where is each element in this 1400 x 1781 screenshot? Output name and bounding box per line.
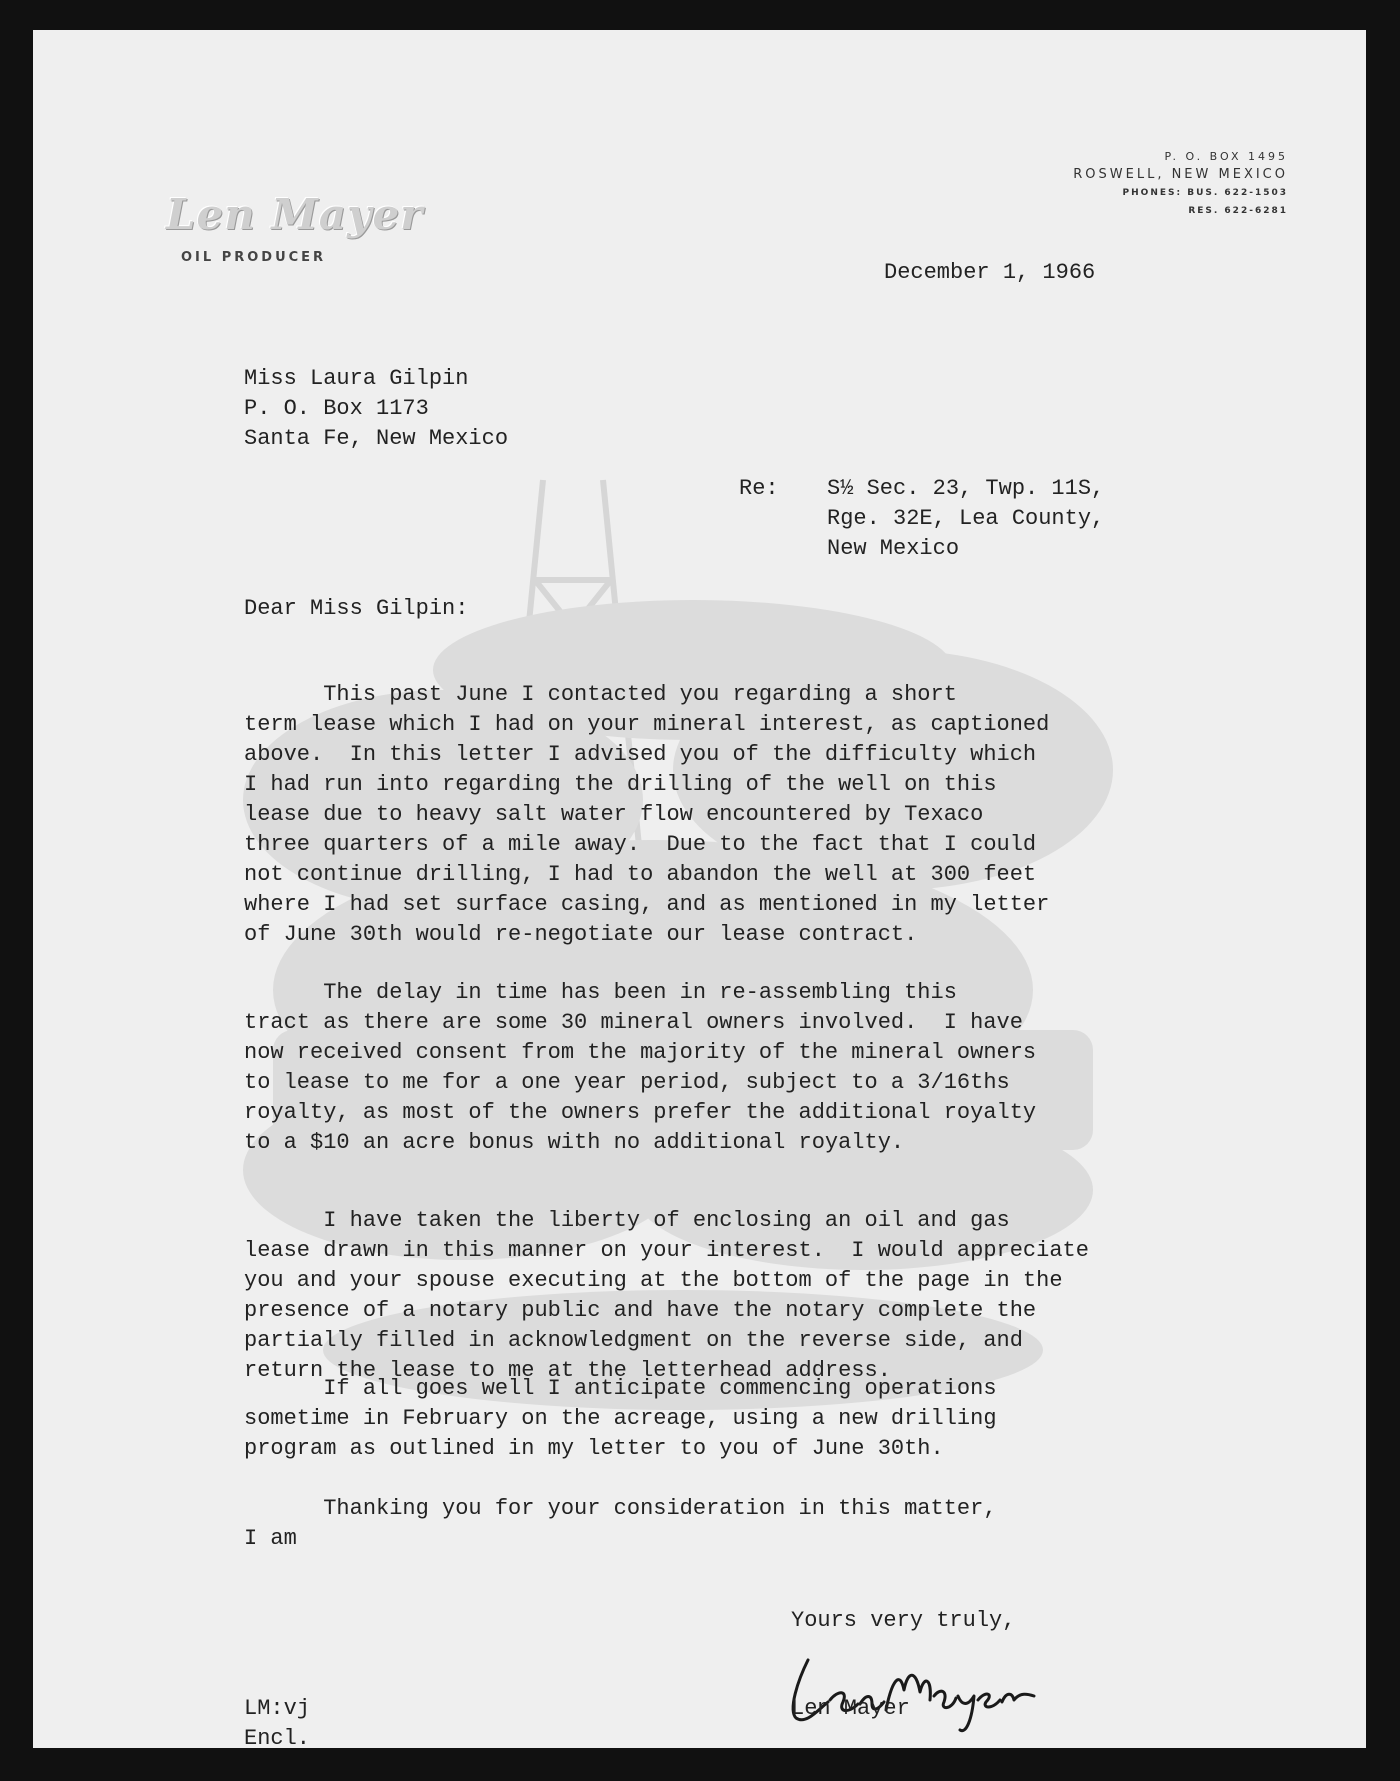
re-subject [827, 474, 1104, 564]
body-line: above. In this letter I advised you of the difficulty which [244, 742, 1037, 767]
letterhead-phone-bus: PHONES: BUS. 622-1503 [1122, 188, 1288, 198]
body-line: sometime in February on the acreage, using a new drilling [244, 1406, 997, 1431]
body-line: I am [244, 1526, 297, 1551]
letter-date: December 1, 1966 [884, 260, 1096, 285]
re-label: Re: [739, 476, 779, 501]
body-line: not continue drilling, I had to abandon the well at 300 feet [244, 862, 1037, 887]
body-line: Thanking you for your consideration in this matter, [244, 1496, 997, 1521]
signer-name: Len Mayer [791, 1696, 910, 1721]
body-paragraph-3 [244, 1206, 1244, 1386]
recipient-address-line-2: Santa Fe, New Mexico [244, 426, 509, 451]
body-line: lease drawn in this manner on your interest. I would appreciate [244, 1238, 1089, 1263]
body-paragraph-1 [244, 680, 1244, 950]
letterhead-city: ROSWELL, NEW MEXICO [1073, 167, 1288, 182]
body-line: presence of a notary public and have the notary complete the [244, 1298, 1037, 1323]
body-line: I have taken the liberty of enclosing an oil and gas [244, 1208, 1010, 1233]
letterhead-phone-res: RES. 622-6281 [1188, 206, 1288, 216]
body-paragraph-2 [244, 978, 1244, 1158]
enclosure-note: Encl. [244, 1726, 311, 1748]
salutation: Dear Miss Gilpin: [244, 596, 469, 621]
letterhead-contact [1073, 148, 1288, 220]
body-line: tract as there are some 30 mineral owners involved. I have [244, 1010, 1023, 1035]
body-line: This past June I contacted you regarding a short [244, 682, 957, 707]
recipient-address-line-1: P. O. Box 1173 [244, 396, 429, 421]
body-line: return the lease to me at the letterhead address. [244, 1358, 891, 1383]
re-line-3: New Mexico [827, 536, 960, 561]
body-line: lease due to heavy salt water flow encountered by Texaco [244, 802, 984, 827]
body-line: you and your spouse executing at the bottom of the page in the [244, 1268, 1063, 1293]
complimentary-close: Yours very truly, [791, 1608, 1016, 1633]
letterhead-po-box: P. O. BOX 1495 [1164, 150, 1288, 163]
letterhead-logo: Len Mayer [166, 190, 424, 239]
re-line-1: S½ Sec. 23, Twp. 11S, [827, 476, 1105, 501]
recipient-address [244, 364, 508, 454]
body-line: three quarters of a mile away. Due to the fact that I could [244, 832, 1037, 857]
re-line-2: Rge. 32E, Lea County, [827, 506, 1105, 531]
body-line: to lease to me for a one year period, subject to a 3/16ths [244, 1070, 1010, 1095]
body-line: now received consent from the majority of the mineral owners [244, 1040, 1037, 1065]
body-line: I had run into regarding the drilling of the well on this [244, 772, 997, 797]
letter-page [33, 30, 1366, 1748]
typist-initials: LM:vj [244, 1696, 311, 1721]
body-line: to a $10 an acre bonus with no additional royalty. [244, 1130, 905, 1155]
body-line: of June 30th would re-negotiate our lease contract. [244, 922, 918, 947]
recipient-name: Miss Laura Gilpin [244, 366, 469, 391]
body-line: royalty, as most of the owners prefer the additional royalty [244, 1100, 1037, 1125]
body-paragraph-5 [244, 1494, 1244, 1554]
body-line: where I had set surface casing, and as mentioned in my letter [244, 892, 1050, 917]
letterhead-subtitle: OIL PRODUCER [181, 250, 327, 265]
body-paragraph-4 [244, 1374, 1244, 1464]
body-line: The delay in time has been in re-assembling this [244, 980, 957, 1005]
body-line: program as outlined in my letter to you of June 30th. [244, 1436, 944, 1461]
body-line: If all goes well I anticipate commencing operations [244, 1376, 997, 1401]
body-line: partially filled in acknowledgment on the reverse side, and [244, 1328, 1023, 1353]
reference-block [244, 1694, 310, 1748]
body-line: term lease which I had on your mineral interest, as captioned [244, 712, 1050, 737]
